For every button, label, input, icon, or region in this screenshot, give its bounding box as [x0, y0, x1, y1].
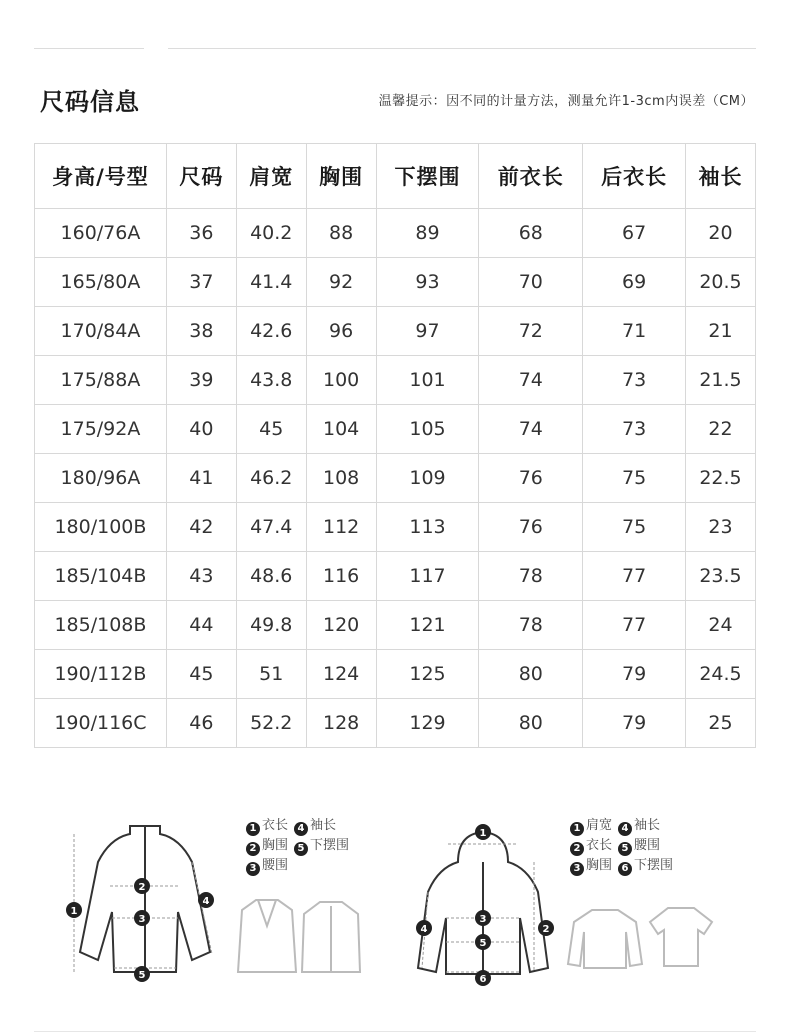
- table-cell: 68: [479, 209, 583, 258]
- table-cell: 43.8: [236, 356, 306, 405]
- column-header: 尺码: [166, 144, 236, 209]
- table-cell: 175/88A: [35, 356, 167, 405]
- table-cell: 75: [583, 454, 686, 503]
- legend-label: 胸围: [586, 858, 613, 873]
- table-cell: 180/96A: [35, 454, 167, 503]
- number-badge-icon: 1: [570, 822, 584, 836]
- table-row: [35, 405, 756, 454]
- table-cell: 40: [166, 405, 236, 454]
- table-row: [35, 503, 756, 552]
- table-cell: 125: [376, 650, 479, 699]
- table-cell: 108: [306, 454, 376, 503]
- top-divider-left: [34, 48, 144, 49]
- table-cell: 180/100B: [35, 503, 167, 552]
- table-cell: 128: [306, 699, 376, 748]
- number-badge-icon: 2: [570, 842, 584, 856]
- table-cell: 46.2: [236, 454, 306, 503]
- table-cell: 77: [583, 552, 686, 601]
- table-cell: 77: [583, 601, 686, 650]
- table-cell: 51: [236, 650, 306, 699]
- table-cell: 116: [306, 552, 376, 601]
- table-cell: 48.6: [236, 552, 306, 601]
- legend-item: [570, 856, 612, 876]
- table-row: [35, 699, 756, 748]
- table-cell: 79: [583, 699, 686, 748]
- table-cell: 47.4: [236, 503, 306, 552]
- legend-item: [618, 816, 660, 836]
- legend-row: [246, 816, 355, 836]
- tshirt-sketch-icon: [646, 904, 716, 970]
- table-cell: 100: [306, 356, 376, 405]
- column-header: 胸围: [306, 144, 376, 209]
- table-cell: 96: [306, 307, 376, 356]
- table-cell: 88: [306, 209, 376, 258]
- table-cell: 124: [306, 650, 376, 699]
- table-cell: 23: [686, 503, 756, 552]
- table-cell: 71: [583, 307, 686, 356]
- table-cell: 44: [166, 601, 236, 650]
- legend-left: [246, 816, 355, 876]
- marker-2: 2: [138, 882, 146, 893]
- table-cell: 105: [376, 405, 479, 454]
- table-row: [35, 209, 756, 258]
- table-cell: 70: [479, 258, 583, 307]
- table-cell: 92: [306, 258, 376, 307]
- column-header: 下摆围: [376, 144, 479, 209]
- table-cell: 49.8: [236, 601, 306, 650]
- number-badge-icon: 3: [246, 862, 260, 876]
- table-cell: 23.5: [686, 552, 756, 601]
- legend-item: [294, 816, 336, 836]
- number-badge-icon: 5: [618, 842, 632, 856]
- number-badge-icon: 6: [618, 862, 632, 876]
- table-cell: 78: [479, 552, 583, 601]
- number-badge-icon: 4: [618, 822, 632, 836]
- table-cell: 41: [166, 454, 236, 503]
- legend-item: [570, 836, 612, 856]
- table-cell: 112: [306, 503, 376, 552]
- marker-4: 4: [420, 924, 428, 935]
- column-header: 后衣长: [583, 144, 686, 209]
- table-cell: 80: [479, 650, 583, 699]
- legend-item: [570, 816, 612, 836]
- table-row: [35, 307, 756, 356]
- table-cell: 129: [376, 699, 479, 748]
- number-badge-icon: 1: [246, 822, 260, 836]
- legend-item: [618, 856, 673, 876]
- table-cell: 78: [479, 601, 583, 650]
- number-badge-icon: 5: [294, 842, 308, 856]
- legend-label: 胸围: [262, 838, 289, 853]
- legend-label: 袖长: [634, 818, 661, 833]
- table-cell: 117: [376, 552, 479, 601]
- table-row: [35, 650, 756, 699]
- legend-right: [570, 816, 679, 876]
- size-table: [34, 143, 756, 748]
- table-row: [35, 258, 756, 307]
- table-cell: 25: [686, 699, 756, 748]
- marker-3: 3: [138, 914, 146, 925]
- table-cell: 40.2: [236, 209, 306, 258]
- legend-item: [618, 836, 660, 856]
- table-cell: 170/84A: [35, 307, 167, 356]
- marker-1: 1: [70, 906, 78, 917]
- table-cell: 72: [479, 307, 583, 356]
- table-cell: 175/92A: [35, 405, 167, 454]
- table-cell: 22: [686, 405, 756, 454]
- table-cell: 97: [376, 307, 479, 356]
- legend-label: 袖长: [310, 818, 337, 833]
- table-cell: 76: [479, 454, 583, 503]
- legend-row: [570, 816, 679, 836]
- marker-3: 3: [479, 914, 487, 925]
- legend-row: [246, 856, 355, 876]
- table-cell: 43: [166, 552, 236, 601]
- table-cell: 113: [376, 503, 479, 552]
- table-row: [35, 552, 756, 601]
- table-cell: 89: [376, 209, 479, 258]
- bottom-divider: [34, 1031, 756, 1032]
- legend-label: 下摆围: [634, 858, 674, 873]
- legend-item: [246, 816, 288, 836]
- table-cell: 185/108B: [35, 601, 167, 650]
- legend-row: [246, 836, 355, 856]
- table-cell: 42: [166, 503, 236, 552]
- table-cell: 41.4: [236, 258, 306, 307]
- column-header: 袖长: [686, 144, 756, 209]
- table-cell: 79: [583, 650, 686, 699]
- legend-row: [570, 836, 679, 856]
- number-badge-icon: 2: [246, 842, 260, 856]
- table-cell: 69: [583, 258, 686, 307]
- legend-item: [294, 836, 349, 856]
- table-cell: 46: [166, 699, 236, 748]
- legend-row: [570, 856, 679, 876]
- table-cell: 160/76A: [35, 209, 167, 258]
- marker-5: 5: [138, 970, 146, 981]
- page-title: 尺码信息: [40, 88, 140, 116]
- table-header-row: [35, 144, 756, 209]
- table-cell: 190/112B: [35, 650, 167, 699]
- marker-1: 1: [479, 828, 487, 839]
- legend-label: 腰围: [634, 838, 661, 853]
- table-row: [35, 356, 756, 405]
- legend-item: [246, 856, 288, 876]
- legend-label: 下摆围: [310, 838, 350, 853]
- table-cell: 74: [479, 356, 583, 405]
- number-badge-icon: 3: [570, 862, 584, 876]
- table-cell: 80: [479, 699, 583, 748]
- table-cell: 74: [479, 405, 583, 454]
- hoodie-diagram: [408, 822, 558, 987]
- table-row: [35, 601, 756, 650]
- sweater-sketch-icon: [566, 906, 644, 970]
- table-cell: 22.5: [686, 454, 756, 503]
- table-cell: 20: [686, 209, 756, 258]
- table-cell: 185/104B: [35, 552, 167, 601]
- number-badge-icon: 4: [294, 822, 308, 836]
- table-cell: 24: [686, 601, 756, 650]
- legend-label: 肩宽: [586, 818, 613, 833]
- measurement-hint: 温馨提示：因不同的计量方法，测量允许1-3cm内误差（CM）: [378, 94, 754, 109]
- table-cell: 121: [376, 601, 479, 650]
- table-cell: 109: [376, 454, 479, 503]
- table-cell: 45: [166, 650, 236, 699]
- table-body: [35, 209, 756, 748]
- blazer-sketch-icon: [236, 896, 298, 976]
- table-cell: 52.2: [236, 699, 306, 748]
- table-cell: 24.5: [686, 650, 756, 699]
- table-cell: 104: [306, 405, 376, 454]
- legend-label: 衣长: [262, 818, 289, 833]
- table-cell: 93: [376, 258, 479, 307]
- top-divider-right: [168, 48, 756, 49]
- table-cell: 120: [306, 601, 376, 650]
- legend-label: 衣长: [586, 838, 613, 853]
- table-cell: 45: [236, 405, 306, 454]
- shirt-sketch-icon: [300, 898, 362, 976]
- table-cell: 42.6: [236, 307, 306, 356]
- column-header: 身高/号型: [35, 144, 167, 209]
- marker-5: 5: [479, 938, 487, 949]
- table-cell: 165/80A: [35, 258, 167, 307]
- legend-label: 腰围: [262, 858, 289, 873]
- table-cell: 21.5: [686, 356, 756, 405]
- legend-item: [246, 836, 288, 856]
- table-cell: 20.5: [686, 258, 756, 307]
- column-header: 前衣长: [479, 144, 583, 209]
- table-cell: 73: [583, 405, 686, 454]
- column-header: 肩宽: [236, 144, 306, 209]
- table-cell: 76: [479, 503, 583, 552]
- table-cell: 67: [583, 209, 686, 258]
- table-cell: 39: [166, 356, 236, 405]
- table-cell: 75: [583, 503, 686, 552]
- table-cell: 190/116C: [35, 699, 167, 748]
- jacket-diagram: [60, 822, 230, 987]
- table-cell: 36: [166, 209, 236, 258]
- table-cell: 73: [583, 356, 686, 405]
- marker-6: 6: [479, 974, 487, 985]
- table-cell: 38: [166, 307, 236, 356]
- table-row: [35, 454, 756, 503]
- table-cell: 101: [376, 356, 479, 405]
- table-cell: 21: [686, 307, 756, 356]
- marker-4: 4: [202, 896, 210, 907]
- marker-2: 2: [542, 924, 550, 935]
- table-cell: 37: [166, 258, 236, 307]
